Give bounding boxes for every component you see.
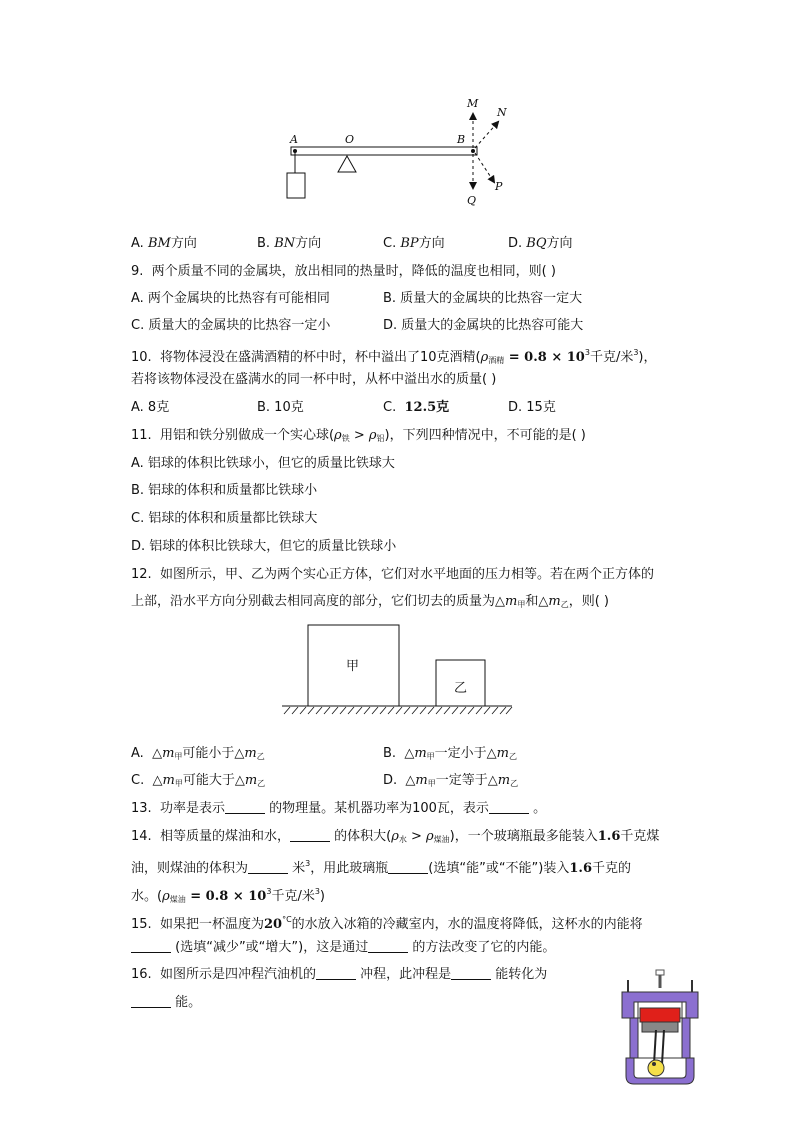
q14-line2-exp: 3 bbox=[305, 859, 311, 868]
q12-sub-jia: 甲 bbox=[517, 600, 526, 609]
label-q: Q bbox=[467, 194, 477, 207]
q12-option-c-delta1: △ bbox=[152, 773, 163, 788]
q10-rho: ρ bbox=[480, 350, 489, 365]
q12-option-b-delta1: △ bbox=[404, 746, 415, 761]
q14-line3-rho-sub: 煤油 bbox=[169, 895, 186, 904]
q12-option-a-letter: A. bbox=[131, 746, 144, 761]
q8-option-a-dir: BM bbox=[147, 236, 171, 251]
q11-rho1: ρ bbox=[334, 428, 342, 443]
q14-line3-close: ) bbox=[319, 889, 325, 904]
q12-option-d-delta1: △ bbox=[405, 773, 416, 788]
q8-option-d-dir: BQ bbox=[526, 236, 547, 251]
q10-stem-before: 将物体浸没在盛满酒精的杯中时，杯中溢出了10克酒精( bbox=[159, 350, 481, 365]
label-n: N bbox=[497, 106, 507, 119]
q8-option-b-dir: BN bbox=[274, 236, 296, 251]
arrow-p bbox=[475, 153, 494, 182]
q16-blank-3[interactable] bbox=[131, 995, 171, 1008]
q10-unit: 千克/米 bbox=[589, 350, 634, 365]
q12-m-2: m bbox=[548, 594, 561, 609]
piston-skirt bbox=[642, 1022, 678, 1032]
q14-line3-eq: = 0.8 × 10 bbox=[185, 889, 267, 904]
q14-line3-a: 水。( bbox=[131, 889, 163, 904]
q12-stem-line2 bbox=[131, 594, 609, 613]
label-a: A bbox=[290, 133, 298, 146]
q12-option-b-rel: 一定小于 bbox=[434, 746, 487, 761]
q12-option-d-m1: m bbox=[415, 773, 428, 788]
q12-option-b bbox=[383, 746, 517, 765]
q15-line2-a: (选填“减少”或“增大”)，这是通过 bbox=[175, 940, 369, 955]
q12-option-b-delta2: △ bbox=[486, 746, 497, 761]
q12-option-a-rel: 可能小于 bbox=[182, 746, 235, 761]
q15-deg: °C bbox=[282, 915, 292, 924]
cubes-figure bbox=[278, 620, 518, 720]
q14-line2-e: 千克的 bbox=[592, 861, 632, 876]
q10-option-b: B. 10克 bbox=[257, 400, 304, 415]
q14-rho-oil-sub: 煤油 bbox=[433, 835, 450, 844]
q12-option-a-delta2: △ bbox=[234, 746, 245, 761]
q13-number: 13. bbox=[131, 801, 152, 816]
q9-stem-text: 两个质量不同的金属块，放出相同的热量时，降低的温度也相同，则( ) bbox=[151, 264, 556, 279]
q10-exp: 3 bbox=[584, 348, 590, 357]
q12-option-c-letter: C. bbox=[131, 773, 145, 788]
q12-m-1: m bbox=[505, 594, 518, 609]
q12-option-d-letter: D. bbox=[383, 773, 398, 788]
q11-stem-before: 用铝和铁分别做成一个实心球( bbox=[159, 428, 335, 443]
q11-stem bbox=[131, 428, 586, 447]
q15-line2-b: 的方法改变了它的内能。 bbox=[412, 940, 556, 955]
q14-rho-oil: ρ bbox=[426, 829, 434, 844]
q13-blank-1[interactable] bbox=[225, 801, 265, 814]
q14-rho-water-sub: 水 bbox=[398, 835, 407, 844]
q14-mass: 1.6 bbox=[597, 829, 621, 844]
arrow-n bbox=[475, 122, 498, 148]
cube-jia-label: 甲 bbox=[346, 659, 360, 674]
q10-unit-exp: 3 bbox=[633, 348, 639, 357]
q8-option-a-letter: A. bbox=[131, 236, 144, 251]
q12-option-c-yi: 乙 bbox=[257, 779, 266, 788]
q16-number: 16. bbox=[131, 967, 152, 982]
q12-option-a-yi: 乙 bbox=[256, 752, 265, 761]
q8-option-d bbox=[508, 236, 573, 252]
q16-blank-1[interactable] bbox=[316, 967, 356, 980]
q13-blank-2[interactable] bbox=[489, 801, 529, 814]
q12-delta-2: △ bbox=[538, 594, 549, 609]
q14-line2-c: ，用此玻璃瓶 bbox=[310, 861, 389, 876]
q14-line2 bbox=[131, 856, 631, 877]
q16-line2 bbox=[131, 995, 201, 1011]
q12-option-b-letter: B. bbox=[383, 746, 397, 761]
q16-part3: 能转化为 bbox=[495, 967, 548, 982]
q12-option-b-m1: m bbox=[414, 746, 427, 761]
q12-option-d-jia: 甲 bbox=[427, 779, 436, 788]
q14-rho-water: ρ bbox=[391, 829, 399, 844]
q12-option-a-m2: m bbox=[244, 746, 257, 761]
cylinder-left-wall bbox=[630, 1018, 638, 1058]
q12-option-b-yi: 乙 bbox=[509, 752, 517, 761]
q11-gt: > bbox=[349, 428, 369, 443]
q10-option-c bbox=[383, 400, 449, 416]
q13-part3: 。 bbox=[533, 801, 547, 816]
q14-line2-b: 米 bbox=[292, 861, 306, 876]
q14-part1: 相等质量的煤油和水， bbox=[159, 829, 290, 844]
q11-option-b: B. 铝球的体积和质量都比铁球小 bbox=[131, 483, 318, 498]
q15-line1 bbox=[131, 912, 643, 933]
q16-line1 bbox=[131, 967, 547, 983]
q11-rho1-sub: 铁 bbox=[341, 434, 350, 443]
lever-figure bbox=[270, 92, 530, 210]
q8-option-c-dir: BP bbox=[400, 236, 419, 251]
q12-option-d bbox=[383, 773, 518, 792]
q8-option-b bbox=[257, 236, 321, 252]
q11-option-d: D. 铝球的体积比铁球大，但它的质量比铁球小 bbox=[131, 539, 397, 554]
ground-hatch bbox=[284, 707, 512, 714]
q8-option-c-suffix: 方向 bbox=[418, 236, 445, 251]
q14-line2-d: (选填“能”或“不能”)装入 bbox=[428, 861, 570, 876]
q14-line3-rho: ρ bbox=[162, 889, 170, 904]
q14-line3-unit: 千克/米 bbox=[271, 889, 315, 904]
q11-stem-after: )，下列四种情况中，不可能的是( ) bbox=[384, 428, 586, 443]
q12-option-c-jia: 甲 bbox=[174, 779, 183, 788]
q10-number: 10. bbox=[131, 350, 152, 365]
q11-option-a: A. 铝球的体积比铁球小，但它的质量比铁球大 bbox=[131, 456, 395, 471]
label-m: M bbox=[467, 97, 479, 110]
q12-sub-yi: 乙 bbox=[560, 600, 569, 609]
q15-number: 15. bbox=[131, 917, 152, 932]
q14-line3-unit-exp: 3 bbox=[314, 887, 320, 896]
q10-stem bbox=[131, 345, 657, 369]
q12-option-d-yi: 乙 bbox=[510, 779, 519, 788]
q9-option-c: C. 质量大的金属块的比热容一定小 bbox=[131, 318, 331, 333]
q8-option-d-suffix: 方向 bbox=[546, 236, 573, 251]
lever-bar bbox=[291, 147, 477, 155]
q15-blank-1[interactable] bbox=[131, 940, 171, 953]
q12-option-a-m1: m bbox=[162, 746, 175, 761]
q12-delta-1: △ bbox=[495, 594, 506, 609]
q15-temp: 20 bbox=[263, 917, 283, 932]
q8-option-c-letter: C. bbox=[383, 236, 397, 251]
crank-pin bbox=[652, 1062, 656, 1066]
q10-rho-sub: 酒精 bbox=[488, 356, 505, 365]
q14-part3: )，一个玻璃瓶最多能装入 bbox=[449, 829, 598, 844]
q8-option-a-suffix: 方向 bbox=[170, 236, 197, 251]
q12-option-a-delta1: △ bbox=[152, 746, 163, 761]
q12-stem-line1 bbox=[131, 567, 654, 583]
label-b: B bbox=[457, 133, 466, 146]
q12-option-c-delta2: △ bbox=[234, 773, 245, 788]
q12-line2-before: 上部，沿水平方向分别截去相同高度的部分，它们切去的质量为 bbox=[131, 594, 496, 609]
q16-blank-2[interactable] bbox=[451, 967, 491, 980]
q10-line2: 若将该物体浸没在盛满水的同一杯中时，从杯中溢出水的质量( ) bbox=[131, 372, 497, 387]
label-o: O bbox=[345, 133, 355, 146]
q8-option-b-suffix: 方向 bbox=[295, 236, 322, 251]
q12-line2-after: ，则( ) bbox=[568, 594, 609, 609]
q15-line2 bbox=[131, 940, 555, 956]
q13-part2: 的物理量。某机器功率为100瓦，表示 bbox=[269, 801, 489, 816]
q11-rho2: ρ bbox=[368, 428, 377, 443]
q14-number: 14. bbox=[131, 829, 152, 844]
q15-part2: 的水放入冰箱的冷藏室内，水的温度将降低，这杯水的内能将 bbox=[291, 917, 643, 932]
q12-option-a-jia: 甲 bbox=[174, 752, 183, 761]
crankshaft bbox=[648, 1060, 664, 1076]
q16-part1: 如图所示是四冲程汽油机的 bbox=[159, 967, 316, 982]
q9-stem bbox=[131, 264, 556, 280]
q8-option-a bbox=[131, 236, 197, 252]
q10-option-d: D. 15克 bbox=[508, 400, 556, 415]
q14-blank-2[interactable] bbox=[248, 861, 288, 874]
q12-option-c-m1: m bbox=[162, 773, 175, 788]
q10-option-c-letter: C. bbox=[383, 400, 397, 415]
q14-blank-1[interactable] bbox=[290, 829, 330, 842]
q14-line3-exp: 3 bbox=[266, 887, 272, 896]
q10-close: )， bbox=[638, 350, 657, 365]
piston bbox=[640, 1008, 680, 1022]
q9-option-d: D. 质量大的金属块的比热容可能大 bbox=[383, 318, 584, 333]
q11-number: 11. bbox=[131, 428, 152, 443]
fulcrum-triangle bbox=[338, 156, 356, 172]
cylinder-right-wall bbox=[682, 1018, 690, 1058]
q11-rho2-sub: 铝 bbox=[376, 434, 385, 443]
q8-option-d-letter: D. bbox=[508, 236, 523, 251]
q12-option-d-delta2: △ bbox=[487, 773, 498, 788]
q12-number: 12. bbox=[131, 567, 152, 582]
q14-part2: 的体积大( bbox=[334, 829, 392, 844]
q12-option-d-rel: 一定等于 bbox=[435, 773, 488, 788]
q14-line2-mass: 1.6 bbox=[569, 861, 592, 876]
q14-line2-a: 油，则煤油的体积为 bbox=[131, 861, 249, 876]
spark-plug-cap bbox=[656, 970, 664, 975]
q12-line1-text: 如图所示，甲、乙为两个实心正方体，它们对水平地面的压力相等。若在两个正方体的 bbox=[159, 567, 654, 582]
engine-figure bbox=[616, 968, 704, 1086]
q14-part4: 千克煤 bbox=[620, 829, 660, 844]
q9-option-b: B. 质量大的金属块的比热容一定大 bbox=[383, 291, 583, 306]
q12-option-b-jia: 甲 bbox=[426, 752, 435, 761]
q8-option-c bbox=[383, 236, 445, 252]
q14-line1 bbox=[131, 829, 659, 848]
q16-part2: 冲程，此冲程是 bbox=[360, 967, 452, 982]
q12-option-a bbox=[131, 746, 265, 765]
q12-option-c-m2: m bbox=[244, 773, 258, 788]
q9-option-a: A. 两个金属块的比热容有可能相同 bbox=[131, 291, 330, 306]
q14-gt: > bbox=[406, 829, 427, 844]
q14-line3 bbox=[131, 884, 325, 908]
q10-option-c-value: 12.5克 bbox=[404, 400, 450, 415]
q12-and: 和 bbox=[525, 594, 539, 609]
q13-part1: 功率是表示 bbox=[159, 801, 225, 816]
q15-part1: 如果把一杯温度为 bbox=[159, 917, 264, 932]
hanging-weight bbox=[287, 173, 305, 198]
label-p: P bbox=[495, 180, 503, 193]
cube-yi-label: 乙 bbox=[454, 681, 468, 696]
q8-option-b-letter: B. bbox=[257, 236, 271, 251]
q12-option-d-m2: m bbox=[497, 773, 511, 788]
q11-option-c: C. 铝球的体积和质量都比铁球大 bbox=[131, 511, 318, 526]
q13-stem bbox=[131, 801, 546, 817]
point-b-dot bbox=[471, 149, 475, 153]
q12-option-b-m2: m bbox=[496, 746, 509, 761]
q12-option-c-rel: 可能大于 bbox=[182, 773, 235, 788]
q10-eq: = 0.8 × 10 bbox=[504, 350, 585, 365]
q10-option-a: A. 8克 bbox=[131, 400, 170, 415]
q12-option-c bbox=[131, 773, 265, 792]
q9-number: 9. bbox=[131, 264, 144, 279]
q15-blank-2[interactable] bbox=[368, 940, 408, 953]
q16-line2-text: 能。 bbox=[175, 995, 202, 1010]
q14-blank-3[interactable] bbox=[388, 861, 428, 874]
